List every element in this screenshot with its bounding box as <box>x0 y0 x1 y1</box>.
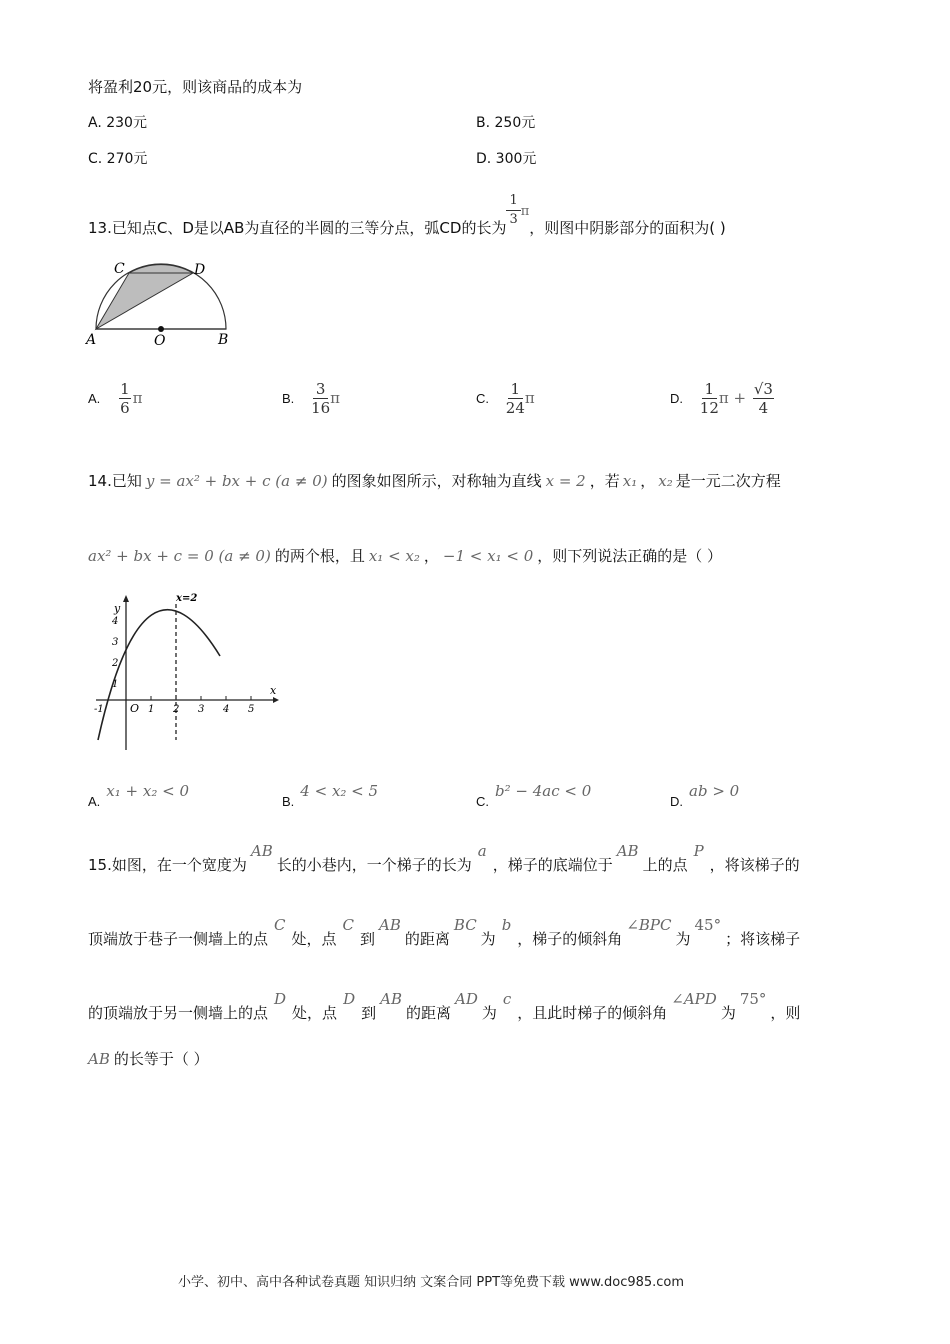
q13-option-c <box>476 380 535 417</box>
q13-text-1: 13.已知点C、D是以AB为直径的半圆的三等分点，弧CD的长为 <box>88 219 507 237</box>
q14-text-3: ，若 <box>589 472 620 490</box>
q15-math: c <box>502 990 512 1008</box>
q13-label-o: O <box>154 333 166 349</box>
q15-text: 的长等于（ ） <box>113 1050 209 1068</box>
q14-separator: ， <box>640 472 656 490</box>
q14-option-b-label: B. <box>282 794 295 809</box>
q15-math: C <box>342 916 354 934</box>
q14-y-tick-label: 2 <box>112 658 119 669</box>
q15-math: D <box>343 990 356 1008</box>
q15-math: 45° <box>694 916 722 934</box>
q15-text: ，梯子的底端位于 <box>492 856 613 874</box>
q13-option-c-label: C. <box>476 391 489 406</box>
q15-text: 的距离 <box>405 1004 451 1022</box>
q13-pi: π <box>520 204 530 219</box>
q13-option-b <box>282 380 340 417</box>
q15-text: 上的点 <box>642 856 688 874</box>
q13-option-d-num1: 1 <box>704 380 715 398</box>
q15-text: 为 <box>720 1004 736 1022</box>
q14-x-tick-label: 3 <box>198 704 205 715</box>
q14-x-tick-label: 2 <box>173 704 180 715</box>
q15-math: AB <box>616 842 639 860</box>
q12-option-d: D. 300元 <box>476 151 537 167</box>
q13-option-d-label: D. <box>670 391 683 406</box>
q13-label-b: B <box>218 332 229 348</box>
q14-text-4: 是一元二次方程 <box>675 472 781 490</box>
q13-option-a-label: A. <box>88 391 101 406</box>
q15-text: 15.如图，在一个宽度为 <box>88 856 247 874</box>
q14-option-b <box>282 782 379 809</box>
q12-option-c: C. 270元 <box>88 151 148 167</box>
page-footer: 小学、初中、高中各种试卷真题 知识归纳 文案合同 PPT等免费下载 www.doc985.com <box>178 1275 685 1290</box>
q13-option-d <box>670 380 776 417</box>
q13-label-d: D <box>194 262 206 278</box>
q15-text: 的顶端放于另一侧墙上的点 <box>88 1004 269 1022</box>
q14-parabola-curve <box>98 610 220 740</box>
q15-math: AD <box>454 990 478 1008</box>
q15-stem-line-1 <box>88 838 800 874</box>
q13-option-a-num: 1 <box>120 380 130 398</box>
q15-stem-line-3 <box>88 986 801 1022</box>
q15-math: AB <box>250 842 273 860</box>
q15-text: 长的小巷内，一个梯子的长为 <box>276 856 472 874</box>
q14-equation-function: y = ax² + bx + c (a ≠ 0) <box>145 472 328 490</box>
q15-stem-line-4 <box>88 1046 209 1072</box>
q14-origin-label: O <box>130 702 140 715</box>
q15-math: ∠BPC <box>626 916 672 934</box>
q14-y-label: y <box>114 602 121 615</box>
q14-stem-line-2 <box>88 545 722 566</box>
q14-equation-quadratic: ax² + bx + c = 0 (a ≠ 0) <box>88 547 271 565</box>
q15-text: 的距离 <box>404 930 450 948</box>
q15-text: 到 <box>361 1004 377 1022</box>
q15-math: BC <box>453 916 477 934</box>
q15-text: 为 <box>480 930 496 948</box>
q15-math: 75° <box>739 990 767 1008</box>
q14-text-2: 的图象如图所示，对称轴为直线 <box>331 472 542 490</box>
q14-option-b-math: 4 < x₂ < 5 <box>300 782 379 800</box>
q14-option-c-math: b² − 4ac < 0 <box>495 782 592 800</box>
q15-math: AB <box>379 916 401 934</box>
q14-option-a <box>88 782 189 809</box>
q13-option-d-frac2 <box>751 380 776 417</box>
q14-equation-axis: x = 2 <box>545 472 586 490</box>
q12-option-b: B. 250元 <box>476 115 536 131</box>
q14-x-tick-label: 4 <box>223 704 230 715</box>
q14-option-c <box>476 782 592 809</box>
q13-fraction-num: 1 <box>506 192 520 211</box>
q15-text: 到 <box>360 930 376 948</box>
q13-option-d-den1: 12 <box>699 399 719 417</box>
q14-x-axis-arrow <box>273 697 279 703</box>
q15-text: ，将该梯子的 <box>709 856 800 874</box>
q13-option-c-pi: π <box>524 389 535 407</box>
q13-option-a-den: 6 <box>120 399 130 417</box>
q15-math: C <box>274 916 286 934</box>
q15-math: ∠APD <box>671 990 717 1008</box>
q15-text: 处，点 <box>292 1004 338 1022</box>
q14-x-tick-label: 5 <box>248 704 255 715</box>
q14-text-1: 14.已知 <box>88 472 142 490</box>
q13-semicircle-figure <box>84 258 244 350</box>
q14-option-d-label: D. <box>670 794 683 809</box>
q14-option-d <box>670 782 740 809</box>
q14-equation-order: x₁ < x₂ <box>368 547 420 565</box>
q14-axis-label: x=2 <box>176 593 198 604</box>
q15-math: AB <box>88 1050 110 1068</box>
q13-stem <box>88 188 726 248</box>
q14-y-tick-label: 1 <box>112 679 119 690</box>
q14-y-tick-label: 4 <box>112 616 119 627</box>
q13-option-a <box>88 380 142 417</box>
q13-option-d-mid: π + <box>718 389 747 407</box>
q14-option-c-label: C. <box>476 794 489 809</box>
q13-option-b-pi: π <box>330 389 341 407</box>
q14-x-tick-label: 1 <box>148 704 155 715</box>
q13-option-b-label: B. <box>282 391 295 406</box>
q13-option-d-frac1 <box>700 380 719 417</box>
q15-text: 为 <box>481 1004 497 1022</box>
q14-y-tick-label: 3 <box>112 637 119 648</box>
q15-math: a <box>477 842 487 860</box>
q15-math: AB <box>380 990 402 1008</box>
q14-text-7: ，则下列说法正确的是（ ） <box>537 547 723 565</box>
q13-option-b-den: 16 <box>311 399 331 417</box>
q14-x1: x₁ <box>622 472 638 490</box>
q15-text: 为 <box>675 930 691 948</box>
q14-option-a-math: x₁ + x₂ < 0 <box>106 782 189 800</box>
q13-option-b-num: 3 <box>315 380 326 398</box>
q12-stem-line: 将盈利20元，则该商品的成本为 <box>88 78 303 96</box>
q15-text: ，则 <box>770 1004 801 1022</box>
q15-stem-line-2 <box>88 912 801 948</box>
q14-y-axis-arrow <box>123 595 129 602</box>
q13-option-c-den: 24 <box>505 399 525 417</box>
q13-fraction <box>506 192 520 229</box>
q13-option-c-frac <box>506 380 525 417</box>
q15-math: D <box>274 990 287 1008</box>
q14-option-a-label: A. <box>88 794 101 809</box>
q14-text-5: 的两个根，且 <box>274 547 365 565</box>
q15-text: ，梯子的倾斜角 <box>517 930 623 948</box>
q14-equation-range: −1 < x₁ < 0 <box>442 547 534 565</box>
q15-math: P <box>693 842 704 860</box>
q13-label-c: C <box>114 261 125 277</box>
q15-math: b <box>501 916 512 934</box>
q14-x-label: x <box>270 684 277 697</box>
q15-text: 顶端放于巷子一侧墙上的点 <box>88 930 269 948</box>
q13-fraction-den: 3 <box>509 212 518 227</box>
q15-text: 处，点 <box>291 930 337 948</box>
q13-text-2: ，则图中阴影部分的面积为( ) <box>529 219 726 237</box>
q14-parabola-graph <box>88 590 283 760</box>
q14-x2: x₂ <box>658 472 673 490</box>
q14-text-6: ， <box>423 547 439 565</box>
q14-x-tick-label: -1 <box>94 704 104 715</box>
q13-center-point <box>158 326 164 332</box>
q13-shaded-region <box>96 265 193 329</box>
q12-option-a: A. 230元 <box>88 115 147 131</box>
q13-label-a: A <box>86 332 97 348</box>
q13-option-d-num2: √3 <box>753 380 773 398</box>
q14-option-d-math: ab > 0 <box>689 782 740 800</box>
q13-option-a-frac <box>117 380 133 417</box>
q13-option-d-den2: 4 <box>758 399 769 417</box>
q14-stem-line-1 <box>88 470 781 491</box>
q15-text: ，且此时梯子的倾斜角 <box>517 1004 668 1022</box>
q13-option-b-frac <box>311 380 330 417</box>
q13-option-a-pi: π <box>132 389 143 407</box>
q15-text: ；将该梯子 <box>725 930 801 948</box>
q13-option-c-num: 1 <box>510 380 521 398</box>
